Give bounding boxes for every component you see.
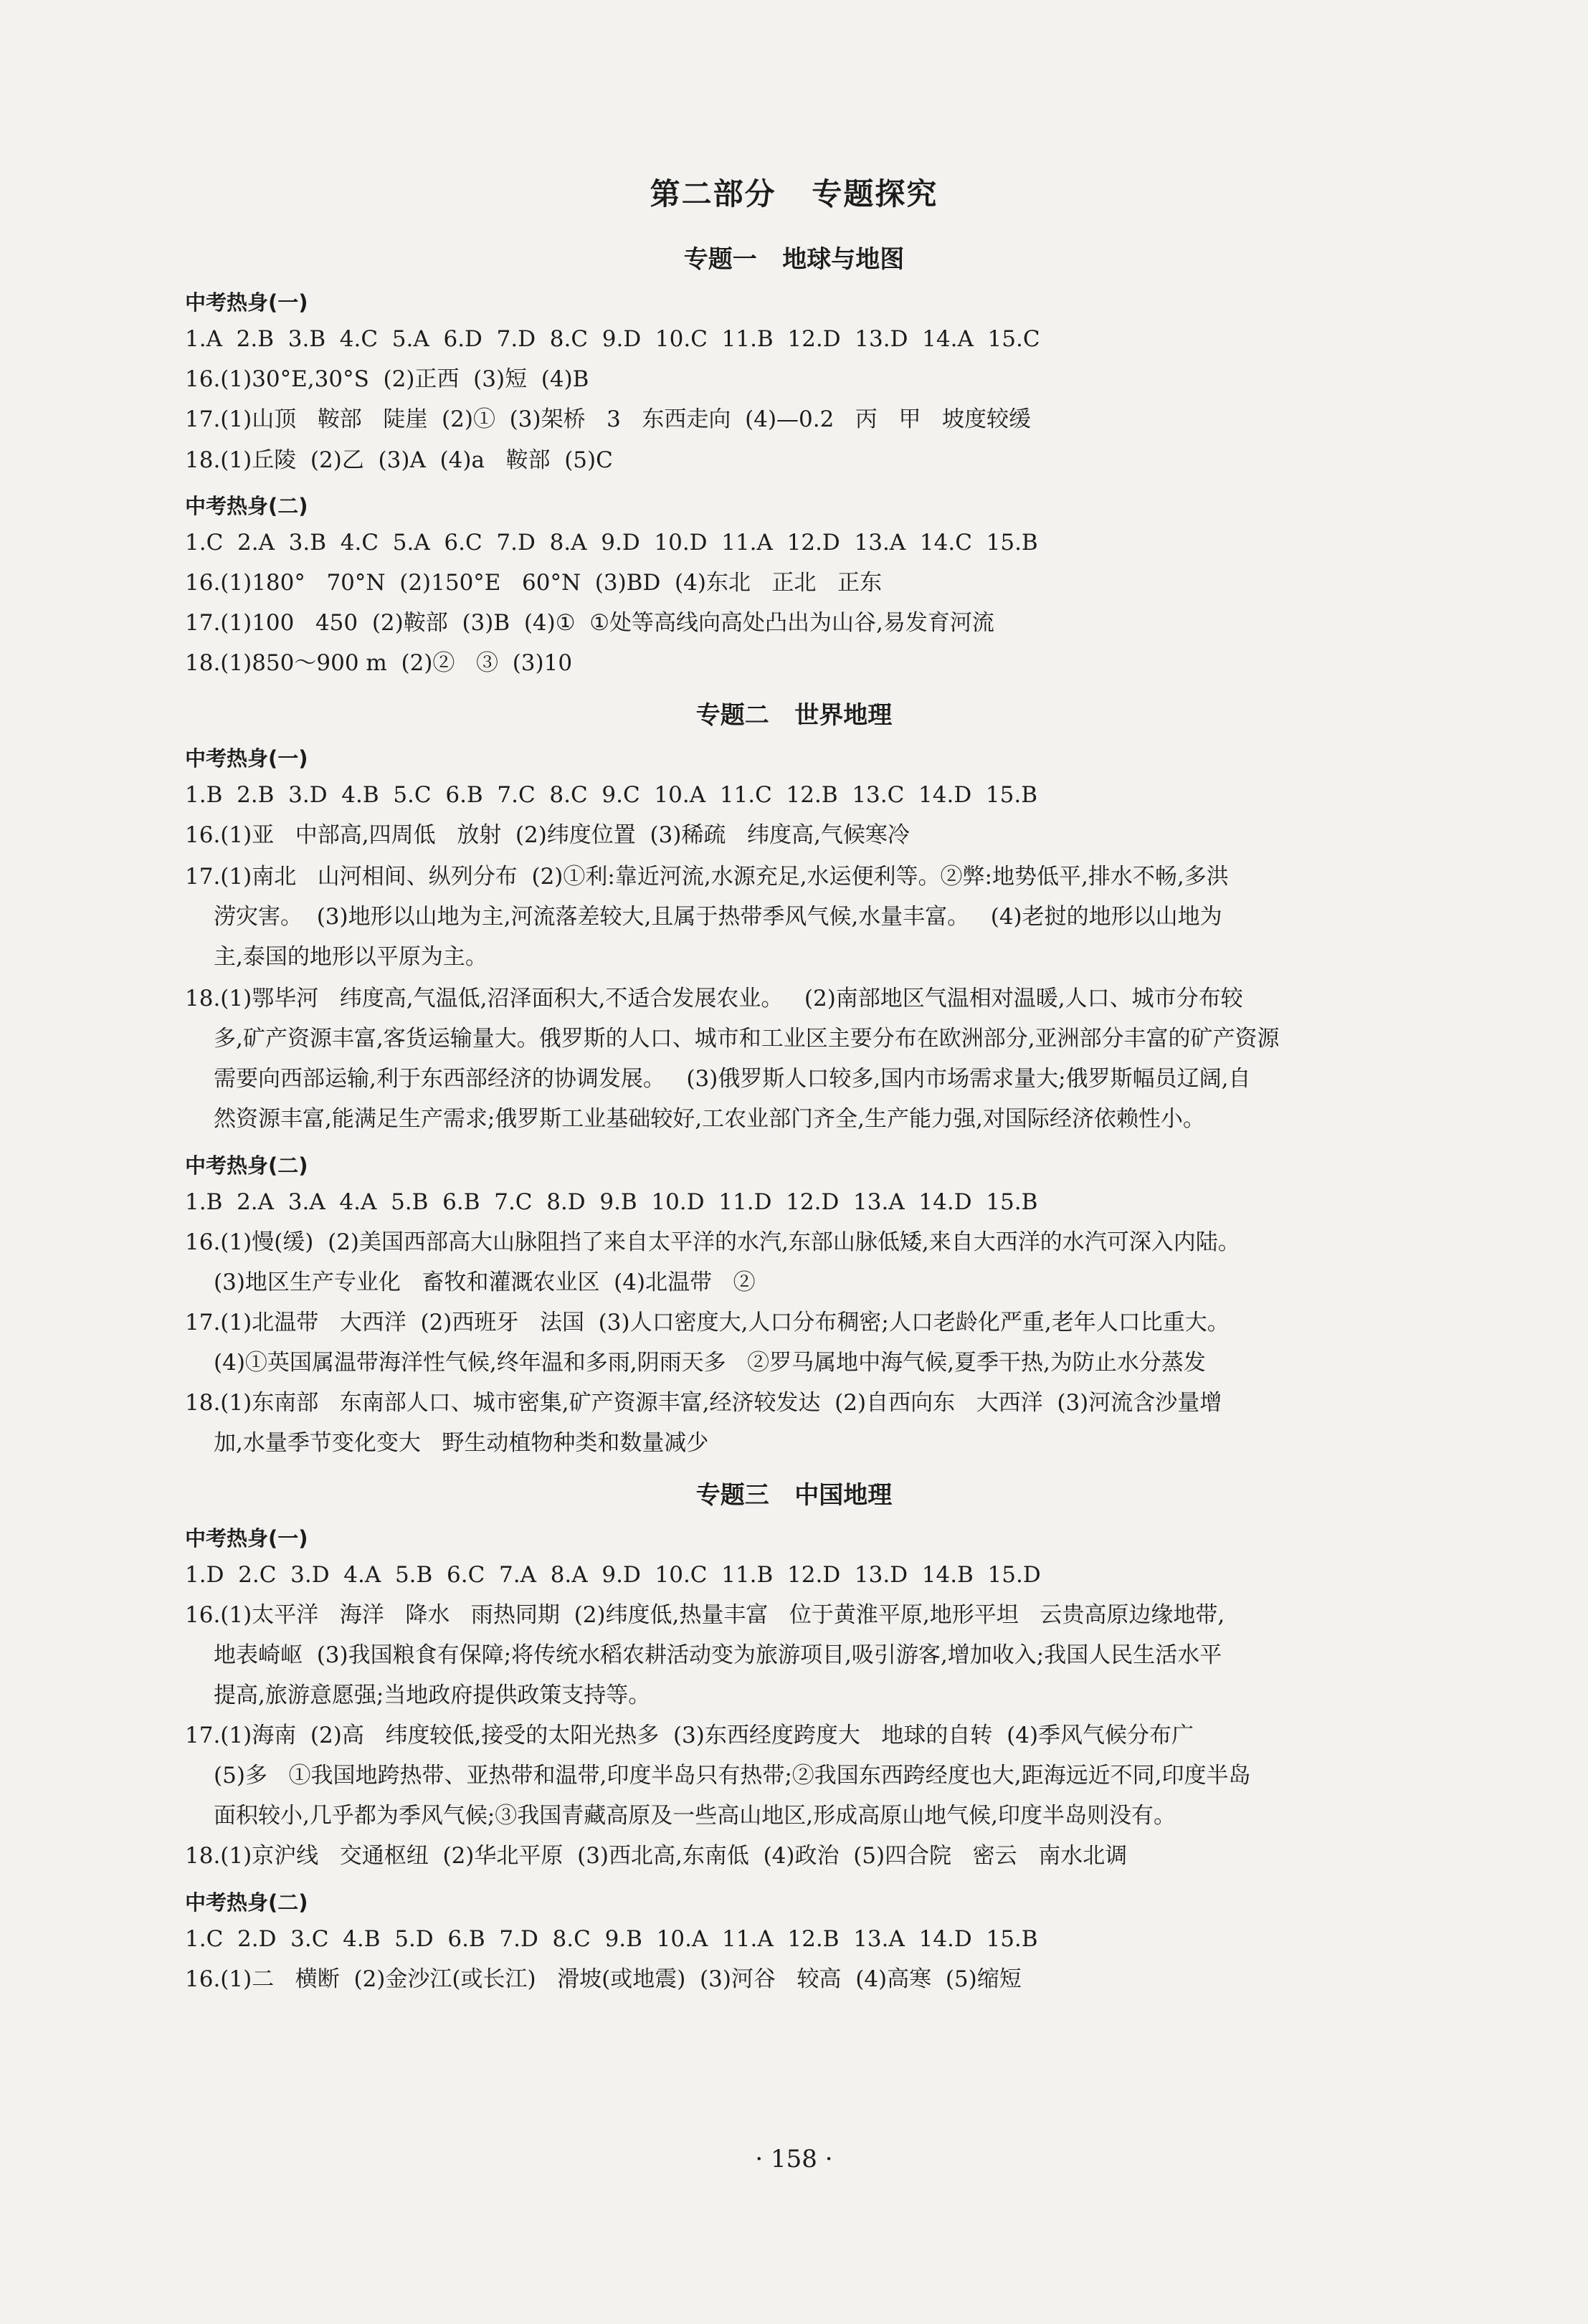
answer-line: 16.(1)30°E,30°S (2)正西 (3)短 (4)B [185, 366, 589, 392]
answer-line: (5)多 ①我国地跨热带、亚热带和温带,印度半岛只有热带;②我国东西跨经度也大,距海远近不同,印度半岛 [214, 1763, 1251, 1789]
answer-line: 18.(1)京沪线 交通枢纽 (2)华北平原 (3)西北高,东南低 (4)政治 (5)四合院 密云 南水北调 [185, 1843, 1128, 1869]
answer-line: 地表崎岖 (3)我国粮食有保障;将传统水稻农耕活动变为旅游项目,吸引游客,增加收入;我国人民生活水平 [214, 1642, 1222, 1668]
answer-line: 18.(1)鄂毕河 纬度高,气温低,沼泽面积大,不适合发展农业。 (2)南部地区气温相对温暖,人口、城市分布较 [185, 986, 1243, 1011]
answer-line: 然资源丰富,能满足生产需求;俄罗斯工业基础较好,工农业部门齐全,生产能力强,对国际经济依赖性小。 [214, 1106, 1205, 1132]
answer-line: 16.(1)太平洋 海洋 降水 雨热同期 (2)纬度低,热量丰富 位于黄淮平原,地形平坦 云贵高原边缘地带, [185, 1602, 1225, 1628]
answer-line: 涝灾害。 (3)地形以山地为主,河流落差较大,且属于热带季风气候,水量丰富。 (4)老挝的地形以山地为 [214, 904, 1222, 930]
answer-line: 18.(1)东南部 东南部人口、城市密集,矿产资源丰富,经济较发达 (2)自西向东 大西洋 (3)河流含沙量增 [185, 1390, 1222, 1416]
answer-line: 16.(1)亚 中部高,四周低 放射 (2)纬度位置 (3)稀疏 纬度高,气候寒冷 [185, 822, 910, 848]
answer-line: 提高,旅游意愿强;当地政府提供政策支持等。 [214, 1682, 651, 1708]
answer-line: 1.B 2.B 3.D 4.B 5.C 6.B 7.C 8.C 9.C 10.A 11.C 12.B 13.C 14.D 15.B [185, 782, 1038, 808]
answer-line: 16.(1)180° 70°N (2)150°E 60°N (3)BD (4)东北 正北 正东 [185, 570, 883, 596]
page-number: · 158 · [755, 2145, 833, 2173]
topic-2-title: 专题二 世界地理 [695, 701, 893, 730]
answer-line: 需要向西部运输,利于东西部经济的协调发展。 (3)俄罗斯人口较多,国内市场需求量大;俄罗斯幅员辽阔,自 [214, 1066, 1251, 1092]
answer-line: 1.C 2.D 3.C 4.B 5.D 6.B 7.D 8.C 9.B 10.A 11.A 12.B 13.A 14.D 15.B [185, 1926, 1038, 1952]
answer-line: 16.(1)二 横断 (2)金沙江(或长江) 滑坡(或地震) (3)河谷 较高 (4)高寒 (5)缩短 [185, 1966, 1022, 1992]
topic-2-warmup-2-label: 中考热身(二) [185, 1153, 308, 1178]
answer-line: (3)地区生产专业化 畜牧和灌溉农业区 (4)北温带 ② [214, 1270, 756, 1295]
answer-line: 17.(1)南北 山河相间、纵列分布 (2)①利:靠近河流,水源充足,水运便利等。②弊:地势低平,排水不畅,多洪 [185, 864, 1229, 890]
answer-line: 1.A 2.B 3.B 4.C 5.A 6.D 7.D 8.C 9.D 10.C 11.B 12.D 13.D 14.A 15.C [185, 326, 1040, 352]
answer-line: 多,矿产资源丰富,客货运输量大。俄罗斯的人口、城市和工业区主要分布在欧洲部分,亚洲部分丰富的矿产资源 [214, 1026, 1280, 1052]
topic-1-title: 专题一 地球与地图 [683, 245, 905, 274]
topic-1-warmup-2-label: 中考热身(二) [185, 494, 308, 518]
answer-line: 16.(1)慢(缓) (2)美国西部高大山脉阻挡了来自太平洋的水汽,东部山脉低矮,来自大西洋的水汽可深入内陆。 [185, 1229, 1240, 1255]
topic-1-warmup-1-label: 中考热身(一) [185, 290, 308, 315]
answer-line: 17.(1)100 450 (2)鞍部 (3)B (4)① ①处等高线向高处凸出为山谷,易发育河流 [185, 610, 994, 636]
topic-2-warmup-1-label: 中考热身(一) [185, 746, 308, 771]
part-title: 第二部分 专题探究 [650, 176, 938, 211]
answer-line: 面积较小,几乎都为季风气候;③我国青藏高原及一些高山地区,形成高原山地气候,印度半岛则没有。 [214, 1803, 1176, 1829]
answer-line: 17.(1)山顶 鞍部 陡崖 (2)① (3)架桥 3 东西走向 (4)—0.2 丙 甲 坡度较缓 [185, 406, 1032, 432]
answer-line: 主,泰国的地形以平原为主。 [214, 944, 488, 970]
answer-line: 1.C 2.A 3.B 4.C 5.A 6.C 7.D 8.A 9.D 10.D 11.A 12.D 13.A 14.C 15.B [185, 530, 1038, 556]
answer-line: 1.B 2.A 3.A 4.A 5.B 6.B 7.C 8.D 9.B 10.D 11.D 12.D 13.A 14.D 15.B [185, 1189, 1038, 1215]
answer-line: 1.D 2.C 3.D 4.A 5.B 6.C 7.A 8.A 9.D 10.C 11.B 12.D 13.D 14.B 15.D [185, 1562, 1041, 1588]
answer-line: 加,水量季节变化变大 野生动植物种类和数量减少 [214, 1430, 709, 1456]
answer-line: 17.(1)北温带 大西洋 (2)西班牙 法国 (3)人口密度大,人口分布稠密;人口老龄化严重,老年人口比重大。 [185, 1310, 1230, 1335]
topic-3-warmup-2-label: 中考热身(二) [185, 1890, 308, 1915]
answer-line: 18.(1)丘陵 (2)乙 (3)A (4)a 鞍部 (5)C [185, 447, 613, 473]
answer-line: 17.(1)海南 (2)高 纬度较低,接受的太阳光热多 (3)东西经度跨度大 地球的自转 (4)季风气候分布广 [185, 1723, 1194, 1748]
topic-3-warmup-1-label: 中考热身(一) [185, 1526, 308, 1551]
answer-line: 18.(1)850～900 m (2)② ③ (3)10 [185, 650, 573, 676]
answer-line: (4)①英国属温带海洋性气候,终年温和多雨,阴雨天多 ②罗马属地中海气候,夏季干热,为防止水分蒸发 [214, 1350, 1206, 1376]
topic-3-title: 专题三 中国地理 [695, 1481, 893, 1510]
